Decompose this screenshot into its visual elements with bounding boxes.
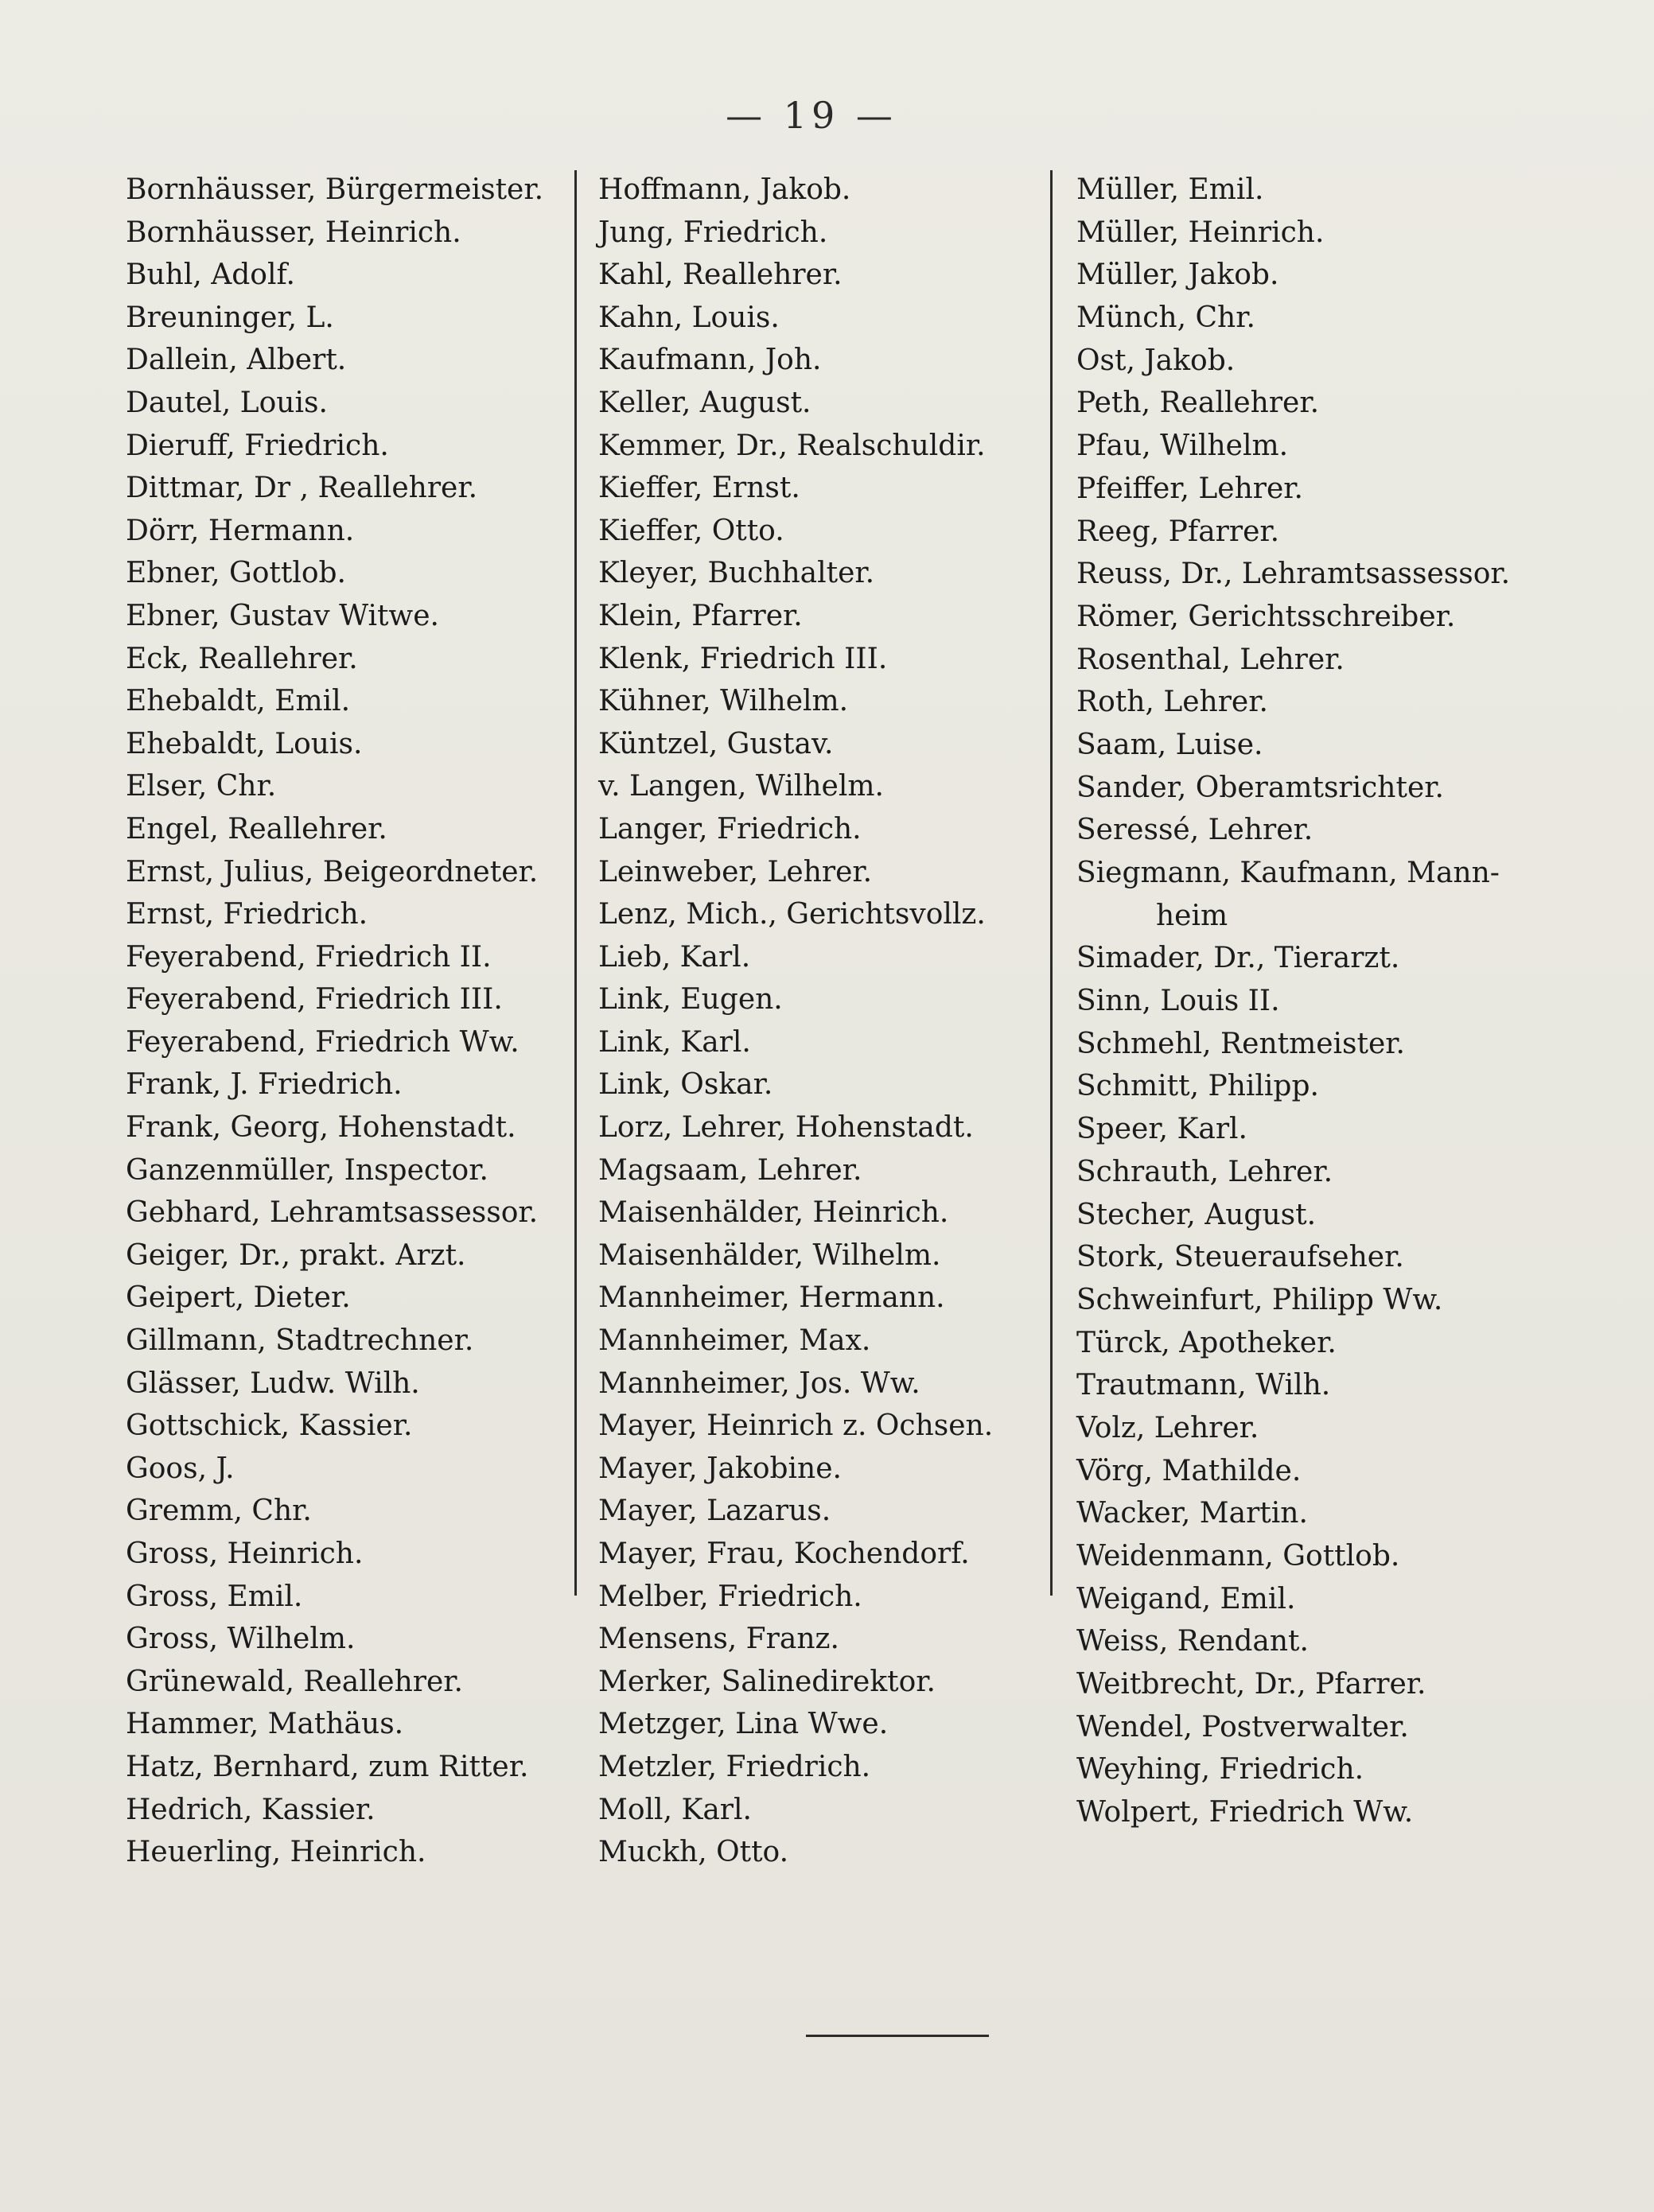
list-item-text: Schweinfurt, Philipp Ww.	[1076, 1283, 1443, 1316]
bottom-rule	[806, 2035, 989, 2037]
list-item	[1076, 1578, 1554, 1621]
list-item-text: Müller, Jakob.	[1076, 259, 1279, 292]
list-item: Mannheimer, Jos. Ww.	[598, 1366, 920, 1400]
list-item: Kaufmann, Joh.	[598, 344, 822, 377]
list-item: Engel, Reallehrer.	[126, 812, 387, 846]
list-item	[1076, 382, 1554, 425]
list-item: Dörr, Hermann.	[126, 514, 355, 547]
list-item	[1076, 212, 1554, 255]
list-item	[1076, 1023, 1554, 1066]
list-item	[1076, 596, 1554, 639]
list-item: Ebner, Gustav Witwe.	[126, 599, 439, 632]
list-item: Kahl, Reallehrer.	[598, 259, 843, 292]
list-item: Mayer, Lazarus.	[598, 1495, 831, 1528]
list-item: Breuninger, L.	[126, 301, 334, 334]
list-item	[1076, 809, 1554, 852]
list-item: Feyerabend, Friedrich II.	[126, 940, 492, 974]
page-number: — 19 —	[726, 94, 897, 137]
list-item: v. Langen, Wilhelm.	[598, 770, 884, 803]
list-item: Leinweber, Lehrer.	[598, 855, 873, 888]
list-item: Lorz, Lehrer, Hohenstadt.	[598, 1111, 974, 1145]
list-item: Mannheimer, Hermann.	[598, 1281, 945, 1315]
list-item-text: Wendel, Postverwalter.	[1076, 1710, 1409, 1744]
list-item	[1076, 852, 1554, 937]
list-item: Ernst, Julius, Beigeordneter.	[126, 855, 539, 888]
list-item: Gottschick, Kassier.	[126, 1409, 413, 1443]
list-item-text: Weyhing, Friedrich.	[1076, 1753, 1364, 1786]
list-item: Gross, Emil.	[126, 1580, 303, 1613]
list-item: Gillmann, Stadtrechner.	[126, 1324, 474, 1358]
list-item: Klenk, Friedrich III.	[598, 642, 888, 675]
list-item: Kieffer, Ernst.	[598, 472, 800, 505]
list-item: Dittmar, Dr , Reallehrer.	[126, 472, 478, 505]
list-item	[1076, 639, 1554, 682]
list-item: Feyerabend, Friedrich Ww.	[126, 1025, 520, 1059]
list-item	[1076, 1364, 1554, 1407]
list-item-text: Pfeiffer, Lehrer.	[1076, 472, 1303, 505]
list-item	[1076, 1492, 1554, 1535]
list-item: Ehebaldt, Louis.	[126, 727, 363, 760]
list-item: Mensens, Franz.	[598, 1623, 839, 1656]
list-item-text: Saam, Luise.	[1076, 728, 1263, 761]
list-item	[1076, 1791, 1554, 1834]
list-item-text: Schmehl, Rentmeister.	[1076, 1027, 1405, 1060]
list-item-text: Schmitt, Philipp.	[1076, 1070, 1319, 1103]
list-item: Hammer, Mathäus.	[126, 1708, 404, 1741]
list-item: Jung, Friedrich.	[598, 216, 828, 249]
list-item	[1076, 767, 1554, 810]
list-item-text: Münch, Chr.	[1076, 301, 1255, 335]
list-item	[1076, 1450, 1554, 1493]
list-item-continuation: heim	[1156, 899, 1228, 932]
list-item-text: Schrauth, Lehrer.	[1076, 1155, 1333, 1188]
list-item: Lieb, Karl.	[598, 940, 751, 974]
list-item-text: Müller, Emil.	[1076, 173, 1264, 206]
list-item: Maisenhälder, Heinrich.	[598, 1196, 949, 1230]
list-item: Kemmer, Dr., Realschuldir.	[598, 429, 986, 462]
list-item	[1076, 724, 1554, 767]
list-item	[1076, 937, 1554, 980]
list-item: Hatz, Bernhard, zum Ritter.	[126, 1750, 529, 1783]
list-item	[1076, 553, 1554, 596]
list-item: Keller, August.	[598, 386, 811, 419]
list-item	[1076, 1663, 1554, 1706]
list-item-text: Seressé, Lehrer.	[1076, 814, 1313, 847]
list-item: Ehebaldt, Emil.	[126, 685, 351, 718]
list-item	[1076, 1279, 1554, 1322]
list-item: Heuerling, Heinrich.	[126, 1836, 426, 1869]
list-item-text: Römer, Gerichtsschreiber.	[1076, 600, 1456, 633]
list-item: Kahn, Louis.	[598, 301, 780, 334]
name-list-column-3	[1076, 169, 1554, 1834]
list-item-text: Türck, Apotheker.	[1076, 1326, 1337, 1359]
list-item: Lenz, Mich., Gerichtsvollz.	[598, 898, 986, 931]
list-item-text: Pfau, Wilhelm.	[1076, 430, 1289, 463]
list-item: Gross, Wilhelm.	[126, 1623, 356, 1656]
list-item: Küntzel, Gustav.	[598, 727, 834, 760]
list-item: Link, Eugen.	[598, 983, 783, 1017]
list-item: Moll, Karl.	[598, 1793, 752, 1826]
list-item: Hoffmann, Jakob.	[598, 173, 851, 206]
list-item: Elser, Chr.	[126, 770, 277, 803]
list-item-text: Peth, Reallehrer.	[1076, 387, 1320, 420]
list-item: Bornhäusser, Heinrich.	[126, 216, 461, 249]
list-item: Dallein, Albert.	[126, 344, 347, 377]
list-item-text: Simader, Dr., Tierarzt.	[1076, 942, 1400, 975]
list-item: Buhl, Adolf.	[126, 259, 295, 292]
list-item	[1076, 1236, 1554, 1279]
list-item-text: Roth, Lehrer.	[1076, 686, 1268, 719]
list-item	[1076, 468, 1554, 511]
list-item: Ebner, Gottlob.	[126, 557, 346, 590]
list-item	[1076, 1151, 1554, 1194]
list-item-text: Rosenthal, Lehrer.	[1076, 643, 1345, 676]
list-item: Frank, Georg, Hohenstadt.	[126, 1111, 516, 1145]
list-item	[1076, 511, 1554, 554]
list-item: Mannheimer, Max.	[598, 1324, 871, 1358]
list-item	[1076, 1407, 1554, 1450]
list-item-text: Müller, Heinrich.	[1076, 216, 1325, 249]
list-item	[1076, 1322, 1554, 1365]
list-item: Mayer, Heinrich z. Ochsen.	[598, 1409, 994, 1443]
list-item	[1076, 425, 1554, 468]
list-item-text: Stecher, August.	[1076, 1198, 1317, 1231]
list-item-text: Weitbrecht, Dr., Pfarrer.	[1076, 1668, 1426, 1701]
list-item: Dautel, Louis.	[126, 386, 328, 419]
list-item	[1076, 169, 1554, 212]
list-item: Goos, J.	[126, 1452, 235, 1485]
list-item: Metzger, Lina Wwe.	[598, 1708, 889, 1741]
list-item: Magsaam, Lehrer.	[598, 1153, 862, 1187]
list-item-text: Reuss, Dr., Lehramtsassessor.	[1076, 558, 1511, 591]
list-item-text: Weidenmann, Gottlob.	[1076, 1540, 1400, 1573]
list-item: Mayer, Frau, Kochendorf.	[598, 1538, 970, 1570]
list-item: Gremm, Chr.	[126, 1495, 312, 1528]
list-item: Link, Karl.	[598, 1025, 751, 1059]
list-item: Muckh, Otto.	[598, 1836, 789, 1869]
list-item-text: Reeg, Pfarrer.	[1076, 515, 1280, 548]
list-item: Maisenhälder, Wilhelm.	[598, 1238, 941, 1272]
list-item-text: Ost, Jakob.	[1076, 344, 1236, 377]
list-item	[1076, 340, 1554, 383]
list-item: Bornhäusser, Bürgermeister.	[126, 173, 544, 206]
list-item: Gebhard, Lehramtsassessor.	[126, 1196, 539, 1230]
list-item: Grünewald, Reallehrer.	[126, 1665, 463, 1698]
list-item	[1076, 1748, 1554, 1791]
list-item: Feyerabend, Friedrich III.	[126, 983, 503, 1017]
list-item: Geipert, Dieter.	[126, 1281, 351, 1315]
list-item	[1076, 681, 1554, 724]
list-item: Merker, Salinedirektor.	[598, 1665, 936, 1698]
list-item	[1076, 980, 1554, 1023]
list-item-text: Stork, Steueraufseher.	[1076, 1241, 1404, 1274]
list-item: Link, Oskar.	[598, 1068, 773, 1102]
list-item-text: Sinn, Louis II.	[1076, 985, 1280, 1018]
list-item	[1076, 1535, 1554, 1578]
list-item: Hedrich, Kassier.	[126, 1793, 376, 1826]
name-list-column-2	[598, 169, 1036, 1874]
list-item: Langer, Friedrich.	[598, 812, 862, 846]
list-item-text: Volz, Lehrer.	[1076, 1411, 1259, 1444]
list-item	[1076, 297, 1554, 340]
list-item	[1076, 1194, 1554, 1237]
list-item	[1076, 1620, 1554, 1663]
list-item	[1076, 1108, 1554, 1151]
list-item-text: Speer, Karl.	[1076, 1113, 1247, 1146]
list-item-text: Wacker, Martin.	[1076, 1497, 1308, 1530]
list-item-text: Weigand, Emil.	[1076, 1582, 1296, 1615]
list-item: Ernst, Friedrich.	[126, 898, 368, 931]
list-item-text: Weiss, Rendant.	[1076, 1625, 1309, 1658]
list-item: Ganzenmüller, Inspector.	[126, 1153, 488, 1187]
list-item: Frank, J. Friedrich.	[126, 1068, 403, 1102]
list-item	[1076, 254, 1554, 297]
list-item: Geiger, Dr., prakt. Arzt.	[126, 1238, 466, 1272]
list-item-text: Trautmann, Wilh.	[1076, 1369, 1331, 1402]
list-item: Kieffer, Otto.	[598, 514, 784, 547]
list-item: Metzler, Friedrich.	[598, 1750, 871, 1783]
list-item: Mayer, Jakobine.	[598, 1452, 842, 1485]
list-item: Eck, Reallehrer.	[126, 642, 358, 675]
list-item	[1076, 1065, 1554, 1108]
list-item: Dieruff, Friedrich.	[126, 429, 389, 462]
list-item	[1076, 1706, 1554, 1749]
list-item: Melber, Friedrich.	[598, 1580, 862, 1613]
list-item: Kleyer, Buchhalter.	[598, 557, 875, 590]
name-list-column-1	[126, 169, 563, 1874]
column-divider-left	[574, 170, 577, 1596]
list-item: Klein, Pfarrer.	[598, 599, 803, 632]
list-item-text: Wolpert, Friedrich Ww.	[1076, 1796, 1414, 1829]
list-item: Kühner, Wilhelm.	[598, 685, 849, 718]
column-divider-right	[1050, 170, 1053, 1596]
list-item-text: Sander, Oberamtsrichter.	[1076, 771, 1444, 804]
list-item-text: Vörg, Mathilde.	[1076, 1454, 1302, 1487]
list-item-text: Siegmann, Kaufmann, Mann-	[1076, 857, 1500, 889]
list-item: Gross, Heinrich.	[126, 1538, 364, 1570]
list-item: Glässer, Ludw. Wilh.	[126, 1366, 420, 1400]
